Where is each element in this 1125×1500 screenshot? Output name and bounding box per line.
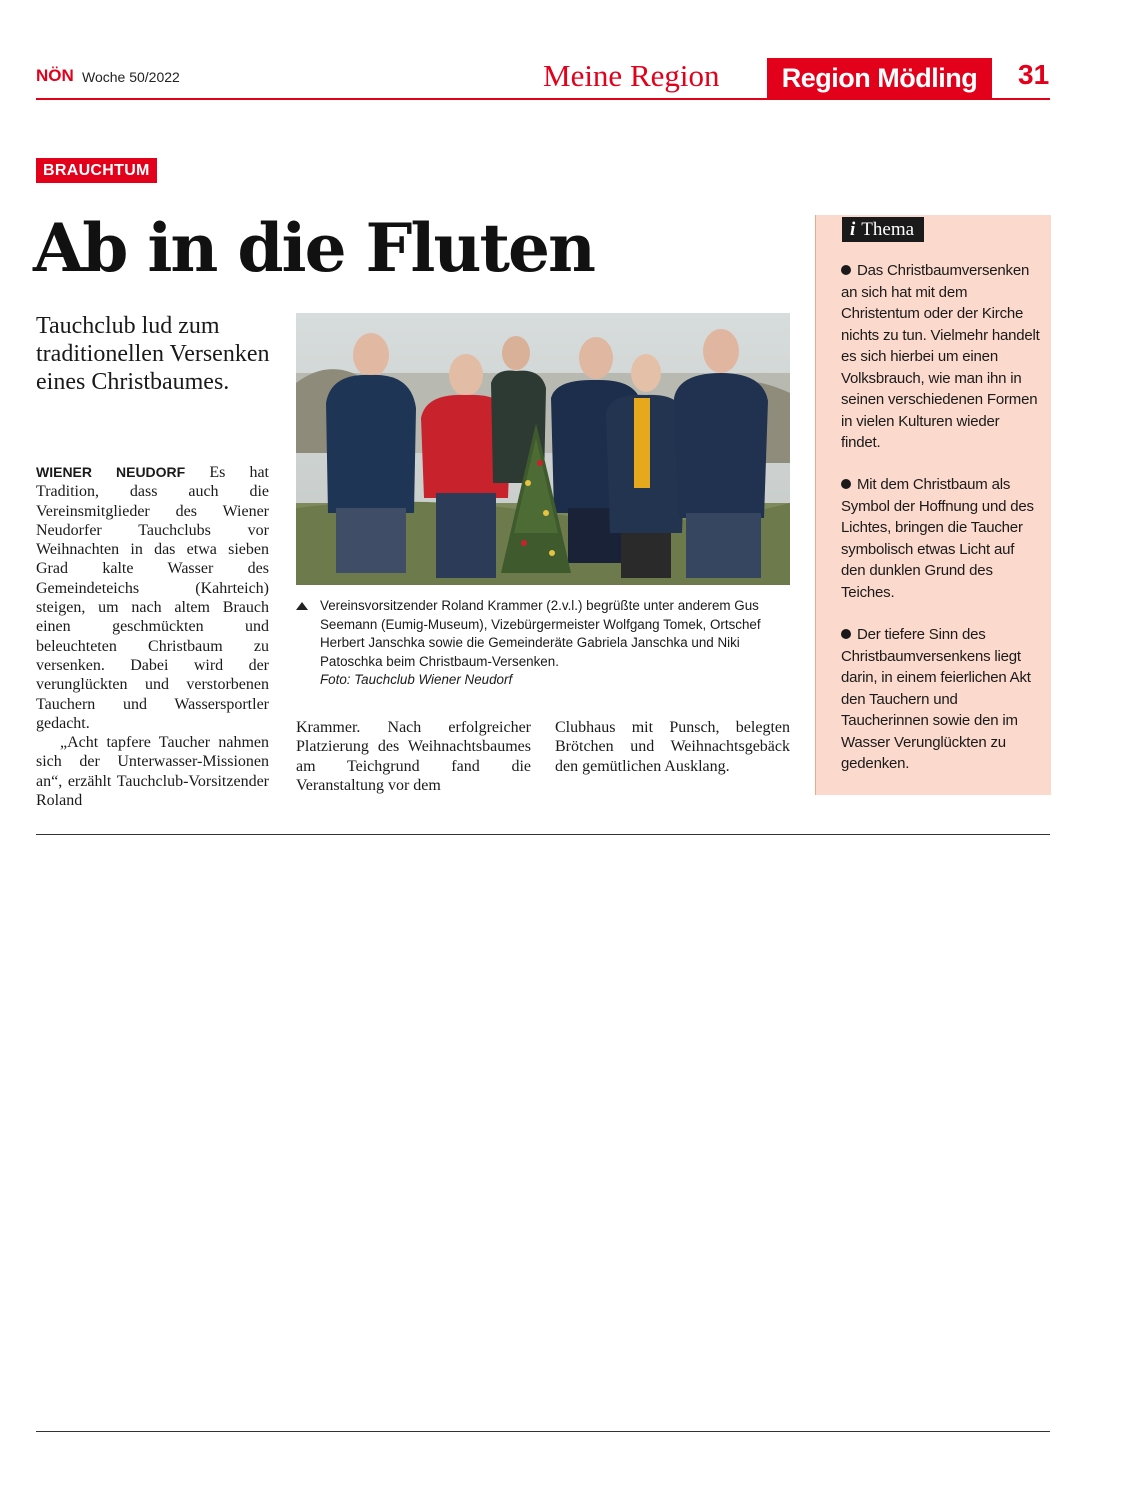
photo-credit: Foto: Tauchclub Wiener Neudorf — [320, 672, 513, 687]
info-box-label — [842, 217, 924, 242]
brand-logo: NÖN — [36, 66, 74, 85]
article-column-3 — [555, 718, 790, 776]
info-item: Der tiefere Sinn des Christbaumversenkens liegt darin, in einem feierlichen Akt den Tauchern und Taucherinnen sowie den im Wasser Verunglückten zu gedenken. — [841, 626, 1031, 772]
info-item: Das Christbaumversenken an sich hat mit dem Christentum oder der Kirche nichts zu tun. Vielmehr handelt es sich hierbei um einen Volksbrauch, wie man ihn in seinen verschiedenen Formen in vielen Kulturen wieder findet. — [841, 262, 1040, 451]
caption-arrow-icon — [296, 602, 308, 610]
article-paragraph-2-part-2: Krammer. Nach erfolgreicher Platzierung des Weihnachtsbaumes am Teichgrund fand die Veranstaltung vor dem — [296, 719, 531, 794]
bullet-icon — [841, 629, 851, 639]
article-headline: Ab in die Fluten — [33, 209, 594, 287]
issue-week: Woche 50/2022 — [82, 69, 180, 85]
page-number: 31 — [1018, 59, 1050, 90]
article-column-1 — [36, 463, 269, 810]
bullet-icon — [841, 265, 851, 275]
info-item: Mit dem Christbaum als Symbol der Hoffnung und des Lichtes, bringen die Taucher symbolisch etwas Licht auf den dunklen Grund des Teiches. — [841, 476, 1034, 601]
article-column-2 — [296, 718, 531, 795]
paragraph-1-text: Es hat Tradition, dass auch die Vereinsmitglieder des Wiener Neudorfer Tauchclubs vor Weihnachten in das etwa sieben Grad kalte Wasser des Gemeindeteichs (Kahrteich) steigen, um nach altem Brauch einen geschmückten und beleuchteten Christbaum zu versenken. Dabei wird der verunglückten und verstorbenen Tauchern und Wassersportler gedacht. — [36, 464, 269, 732]
header-divider — [36, 98, 1050, 100]
article-paragraph-2-part-3: Clubhaus mit Punsch, belegten Brötchen und Weihnachtsgebäck den gemütlichen Ausklang. — [555, 719, 790, 775]
info-box-label-text: Thema — [861, 219, 915, 240]
page-bottom-divider — [36, 1431, 1050, 1432]
bullet-icon — [841, 479, 851, 489]
region-badge: Region Mödling — [767, 58, 992, 98]
info-box-thema — [815, 215, 1051, 795]
caption-text: Vereinsvorsitzender Roland Krammer (2.v.l.) begrüßte unter anderem Gus Seemann (Eumig-Museum), Vizebürgermeister Wolfgang Tomek, Ortschef Herbert Janschka sowie die Gemeinderäte Gabriela Janschka und Niki Patoschka beim Christbaum-Versenken. — [320, 598, 761, 669]
info-icon: i — [850, 219, 856, 240]
section-title: Meine Region — [543, 58, 720, 93]
article-kicker: BRAUCHTUM — [36, 158, 157, 183]
article-subhead: Tauchclub lud zum traditionellen Versenken eines Christbaumes. — [36, 313, 270, 395]
article-paragraph-1 — [36, 463, 269, 733]
photo-caption — [296, 597, 790, 690]
article-photo — [296, 313, 790, 585]
article-dateline: WIENER NEUDORF — [36, 464, 186, 480]
article-end-divider — [36, 834, 1050, 835]
article-paragraph-2-part-1: „Acht tapfere Taucher nahmen sich der Unterwasser-Missionen an“, erzählt Tauchclub-Vorsitzender Roland — [36, 734, 269, 810]
group-photo-illustration — [296, 313, 790, 585]
